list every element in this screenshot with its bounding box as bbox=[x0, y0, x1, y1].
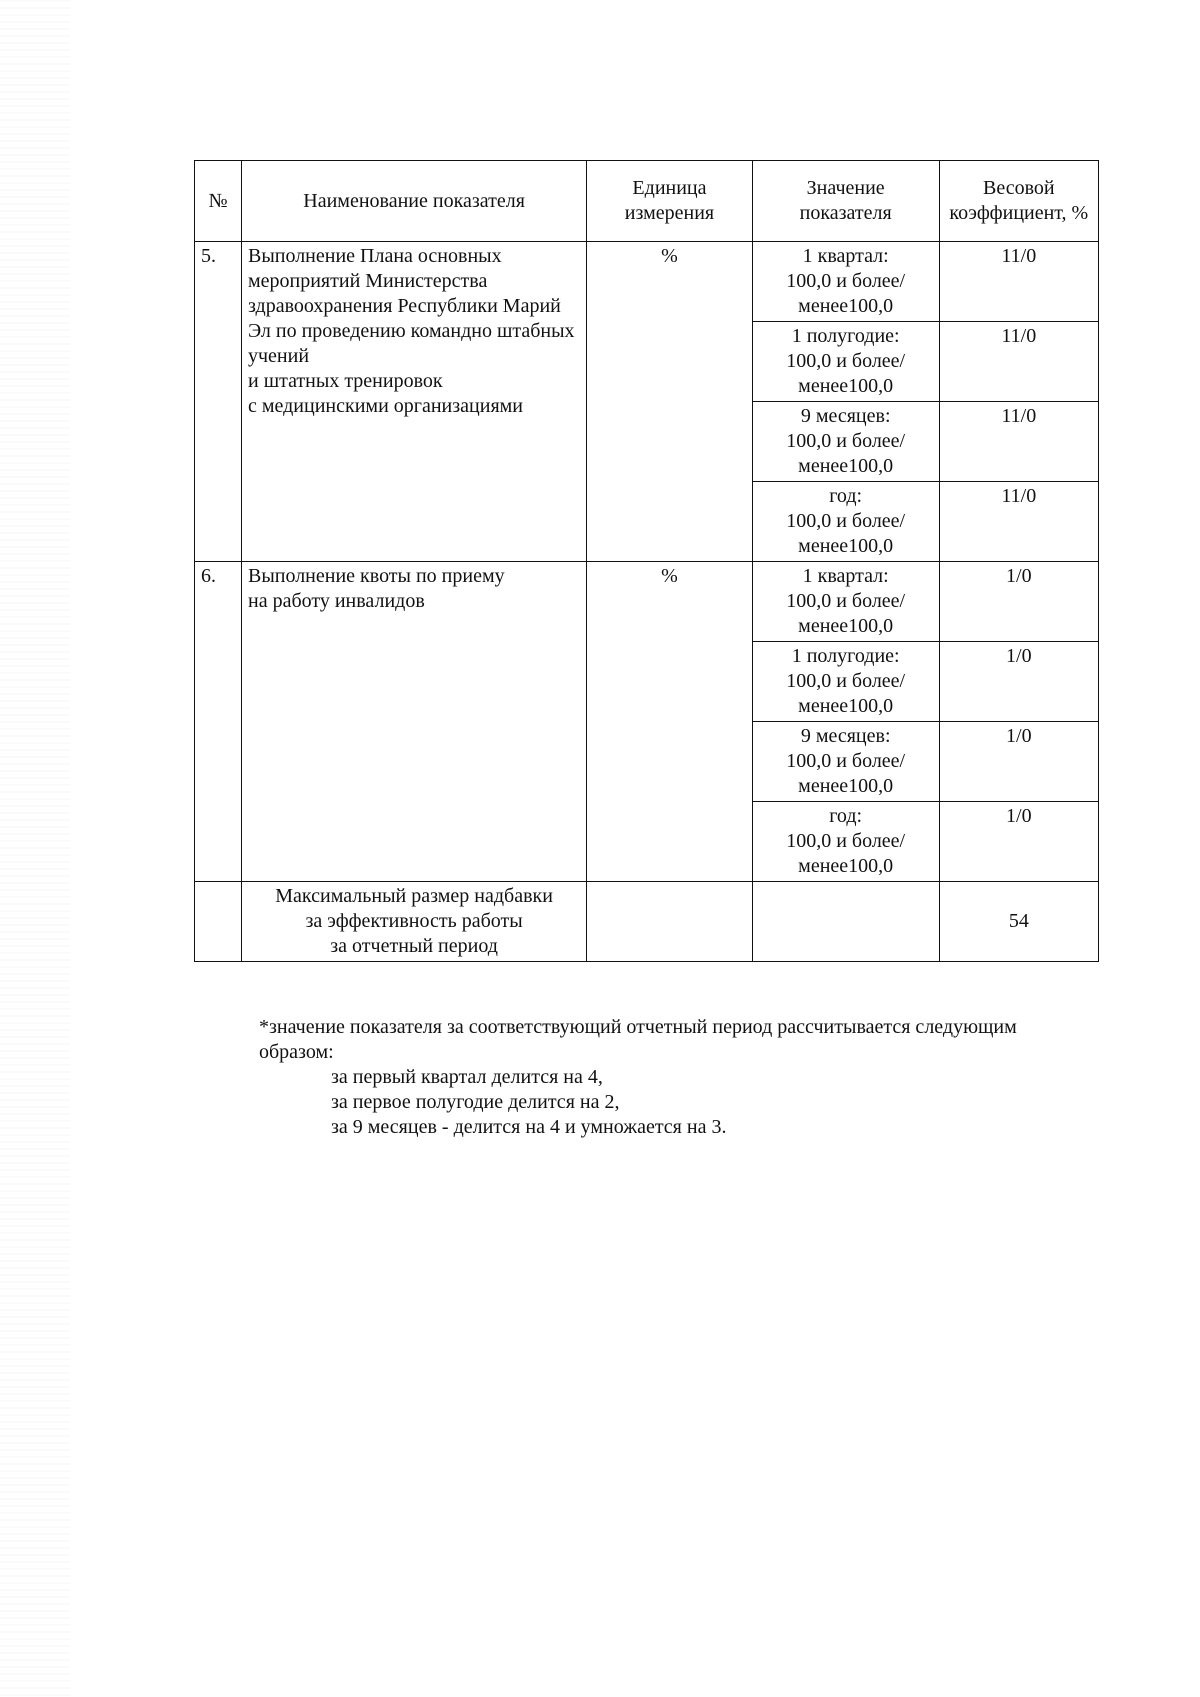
header-value: Значение показателя bbox=[752, 161, 939, 242]
footnote-line: за 9 месяцев - делится на 4 и умножается на 3. bbox=[331, 1116, 727, 1138]
total-unit-empty bbox=[587, 882, 752, 962]
period-value: 9 месяцев: 100,0 и более/ менее100,0 bbox=[752, 402, 939, 482]
table-header-row bbox=[195, 161, 1099, 242]
total-num-empty bbox=[195, 882, 242, 962]
row-number: 5. bbox=[195, 242, 242, 562]
total-name: Максимальный размер надбавки за эффективность работы за отчетный период bbox=[241, 882, 586, 962]
weight-coef: 1/0 bbox=[939, 802, 1098, 882]
total-row bbox=[195, 882, 1099, 962]
total-coef: 54 bbox=[939, 882, 1098, 962]
header-num: № bbox=[195, 161, 242, 242]
period-value: 9 месяцев: 100,0 и более/ менее100,0 bbox=[752, 722, 939, 802]
total-value-empty bbox=[752, 882, 939, 962]
unit-cell: % bbox=[587, 562, 752, 882]
indicators-table bbox=[194, 160, 1099, 962]
footnote bbox=[259, 1015, 1079, 1140]
weight-coef: 11/0 bbox=[939, 242, 1098, 322]
period-value: 1 квартал: 100,0 и более/ менее100,0 bbox=[752, 242, 939, 322]
table-row bbox=[195, 242, 1099, 322]
period-value: 1 полугодие: 100,0 и более/ менее100,0 bbox=[752, 322, 939, 402]
indicator-name: Выполнение квоты по приему на работу инвалидов bbox=[241, 562, 586, 882]
table-row bbox=[195, 562, 1099, 642]
weight-coef: 11/0 bbox=[939, 482, 1098, 562]
unit-cell: % bbox=[587, 242, 752, 562]
weight-coef: 1/0 bbox=[939, 562, 1098, 642]
period-value: 1 полугодие: 100,0 и более/ менее100,0 bbox=[752, 642, 939, 722]
weight-coef: 11/0 bbox=[939, 322, 1098, 402]
row-number: 6. bbox=[195, 562, 242, 882]
header-unit: Единица измерения bbox=[587, 161, 752, 242]
period-value: 1 квартал: 100,0 и более/ менее100,0 bbox=[752, 562, 939, 642]
header-coef: Весовой коэффициент, % bbox=[939, 161, 1098, 242]
footnote-line: за первое полугодие делится на 2, bbox=[331, 1091, 620, 1113]
weight-coef: 1/0 bbox=[939, 642, 1098, 722]
period-value: год: 100,0 и более/ менее100,0 bbox=[752, 482, 939, 562]
header-name: Наименование показателя bbox=[241, 161, 586, 242]
footnote-intro: *значение показателя за соответствующий отчетный период рассчитывается следующим образом: bbox=[259, 1016, 1017, 1063]
period-value: год: 100,0 и более/ менее100,0 bbox=[752, 802, 939, 882]
weight-coef: 11/0 bbox=[939, 402, 1098, 482]
weight-coef: 1/0 bbox=[939, 722, 1098, 802]
footnote-line: за первый квартал делится на 4, bbox=[331, 1066, 603, 1088]
indicator-name: Выполнение Плана основных мероприятий Министерства здравоохранения Республики Марий Эл по проведению командно штабных учений и штатных тренировок с медицинскими организациями bbox=[241, 242, 586, 562]
